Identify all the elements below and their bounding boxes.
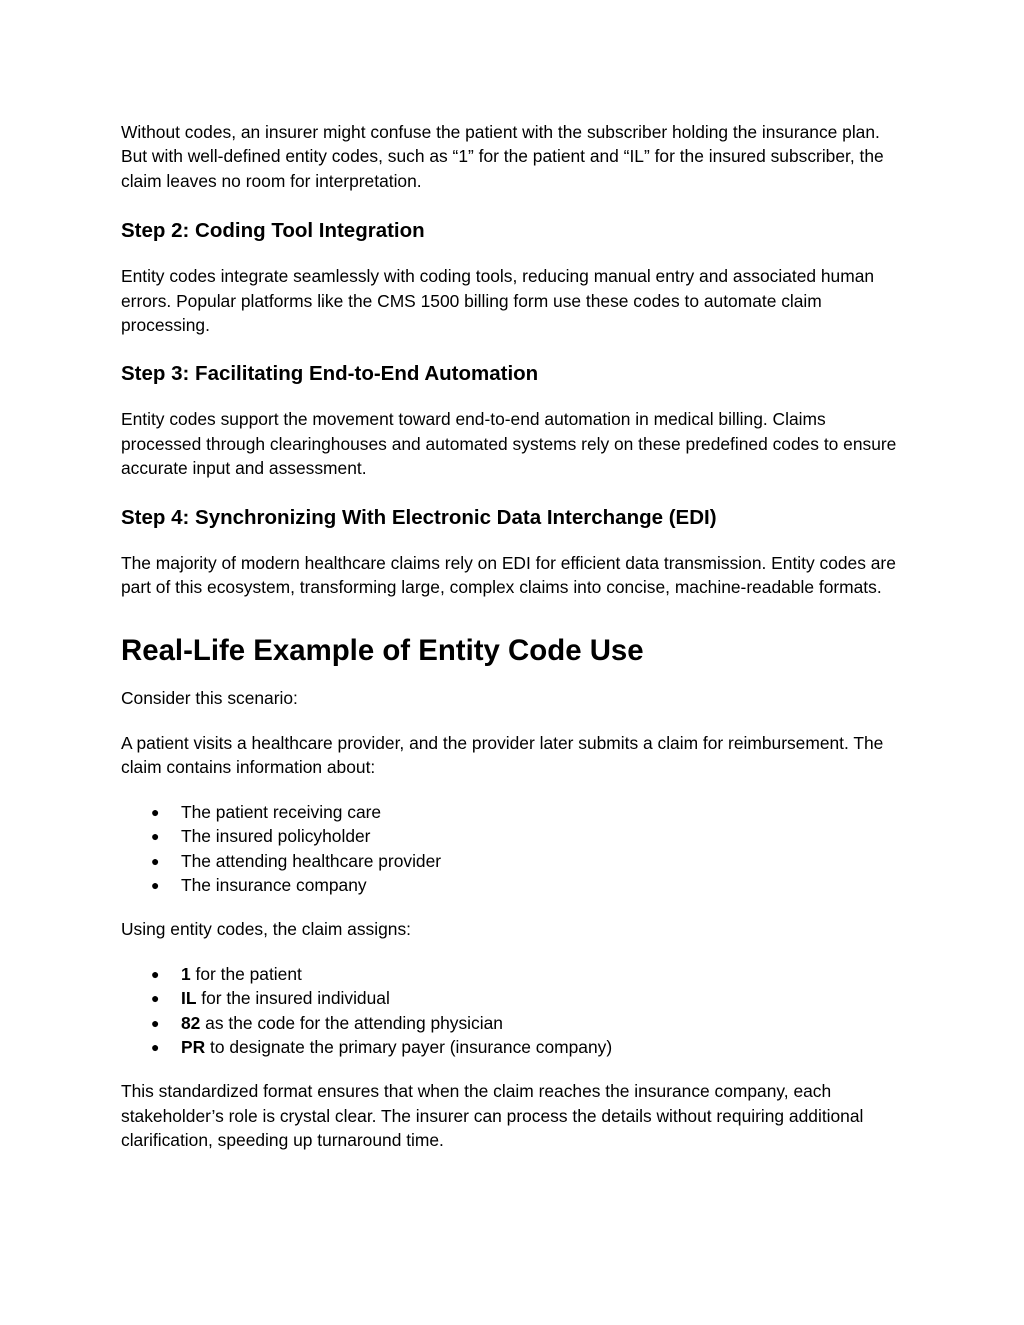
- list-item: [121, 849, 904, 873]
- step-4-paragraph: The majority of modern healthcare claims rely on EDI for efficient data transmission. Entity codes are part of this ecosystem, transforming large, complex claims into concise, machine-readable formats.: [121, 552, 896, 598]
- bullet-icon: ●: [151, 1038, 160, 1055]
- scenario-paragraph: A patient visits a healthcare provider, and the provider later submits a claim for reimbursement. The claim contains information about:: [121, 732, 884, 778]
- step-4-heading: Step 4: Synchronizing With Electronic Data Interchange (EDI): [121, 505, 717, 529]
- list-item: [121, 986, 904, 1010]
- list-item: [121, 800, 904, 824]
- list-item-text: The attending healthcare provider: [181, 850, 442, 871]
- list-item: [121, 1035, 904, 1059]
- entity-code: PR: [181, 1036, 206, 1057]
- bullet-icon: ●: [151, 828, 160, 845]
- bullet-icon: ●: [151, 1014, 160, 1031]
- list-item: [121, 962, 904, 986]
- list-item: [121, 824, 904, 848]
- entity-code-description: for the patient: [190, 963, 302, 984]
- step-2-heading: Step 2: Coding Tool Integration: [121, 219, 425, 243]
- entity-code-description: to designate the primary payer (insurance company): [205, 1036, 613, 1057]
- assign-intro: Using entity codes, the claim assigns:: [121, 919, 411, 940]
- bullet-icon: ●: [151, 852, 160, 869]
- bullet-icon: ●: [151, 965, 160, 982]
- bullet-icon: ●: [151, 803, 160, 820]
- bullet-icon: ●: [151, 990, 160, 1007]
- intro-paragraph: Without codes, an insurer might confuse the patient with the subscriber holding the insurance plan. But with well-defined entity codes, such as “1” for the patient and “IL” for the insured subscriber, the claim leaves no room for interpretation.: [121, 122, 884, 191]
- step-3-heading: Step 3: Facilitating End-to-End Automation: [121, 362, 539, 386]
- entity-code: IL: [181, 988, 197, 1009]
- conclusion-paragraph: This standardized format ensures that when the claim reaches the insurance company, each stakeholder’s role is crystal clear. The insurer can process the details without requiring additional clarification, speeding up turnaround time.: [121, 1081, 864, 1151]
- entity-code: 1: [181, 963, 191, 984]
- step-3-paragraph: Entity codes support the movement toward end-to-end automation in medical billing. Claims processed through clearinghouses and automated systems rely on these predefined codes to ensure accurate input and assessment.: [121, 409, 897, 479]
- list-item-text: The insured policyholder: [181, 826, 371, 847]
- list-item-text: The insurance company: [181, 874, 367, 895]
- list-item: [121, 1011, 904, 1035]
- entity-code: 82: [181, 1012, 201, 1033]
- step-2-paragraph: Entity codes integrate seamlessly with coding tools, reducing manual entry and associated human errors. Popular platforms like the CMS 1500 billing form use these codes to automate claim processing.: [121, 266, 875, 336]
- entity-code-description: for the insured individual: [196, 988, 390, 1009]
- bullet-icon: ●: [151, 876, 160, 893]
- list-item: [121, 873, 904, 897]
- scenario-intro: Consider this scenario:: [121, 688, 298, 709]
- section-heading: Real-Life Example of Entity Code Use: [121, 634, 644, 668]
- info-list: [121, 800, 904, 898]
- list-item-text: The patient receiving care: [181, 801, 382, 822]
- code-list: [121, 962, 904, 1060]
- entity-code-description: as the code for the attending physician: [200, 1012, 503, 1033]
